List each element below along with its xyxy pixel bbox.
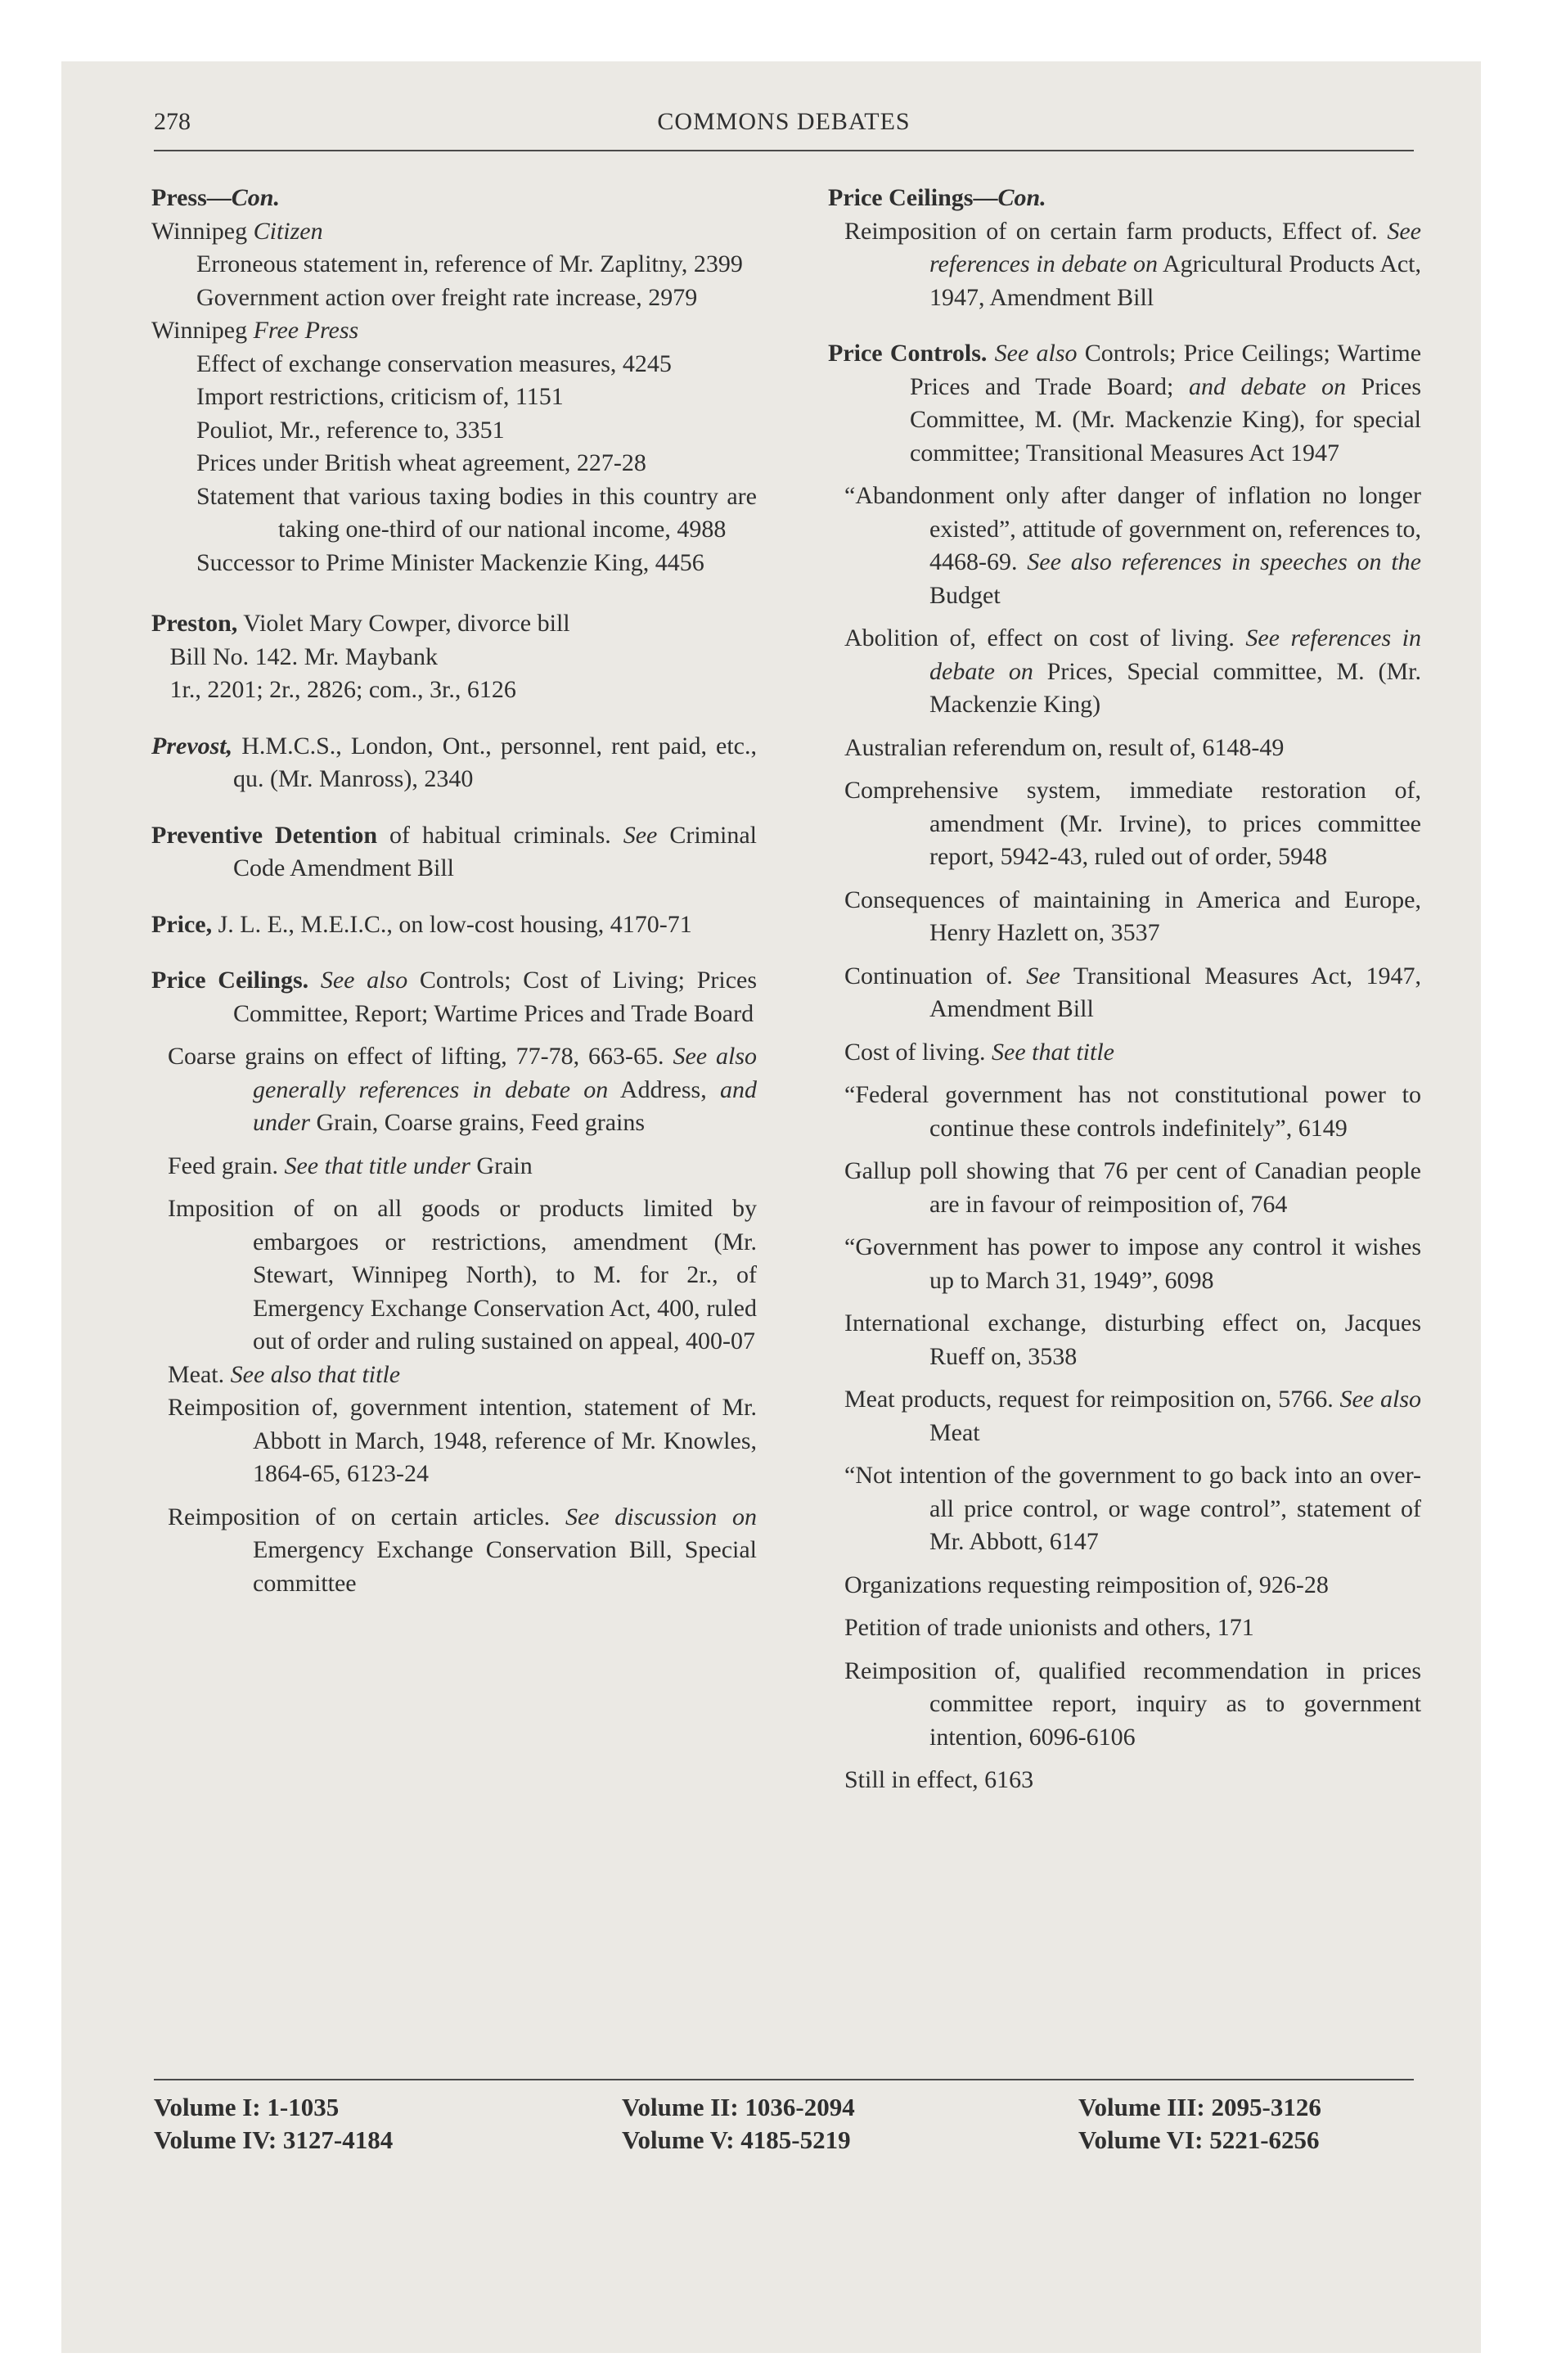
volume-range: Volume III: 2095-3126 <box>1078 2093 1321 2121</box>
index-subentry: Meat. See also that title <box>168 1360 401 1388</box>
index-subentry: Import restrictions, criticism of, 1151 <box>196 383 564 410</box>
index-heading-entry: Preston, Violet Mary Cowper, divorce bill <box>151 610 570 637</box>
index-subentry: “Not intention of the government to go back into an over-all price control, or wage control”, statement of Mr. Abbott, 6147 <box>844 1462 1421 1555</box>
index-subentry: “Federal government has not constitutional power to continue these controls indefinitely”, 6149 <box>844 1081 1421 1142</box>
index-subentry: Winnipeg Citizen <box>151 217 323 245</box>
index-subentry: Continuation of. See Transitional Measures Act, 1947, Amendment Bill <box>844 962 1421 1022</box>
volume-range: Volume V: 4185-5219 <box>622 2125 851 2154</box>
index-subentry: Effect of exchange conservation measures, 4245 <box>196 349 672 377</box>
index-subentry: Consequences of maintaining in America and Europe, Henry Hazlett on, 3537 <box>844 886 1421 946</box>
index-subentry: Abolition of, effect on cost of living. See references in debate on Prices, Special committee, M. (Mr. Mackenzie King) <box>844 624 1421 718</box>
footer-rule <box>154 2079 1414 2080</box>
volume-range: Volume VI: 5221-6256 <box>1078 2125 1320 2154</box>
index-subentry: Winnipeg Free Press <box>151 317 359 344</box>
index-subentry: Bill No. 142. Mr. Maybank <box>151 642 438 670</box>
footer-col-3 <box>1078 2091 1321 2157</box>
index-subentry: Statement that various taxing bodies in this country are taking one-third of our national income, 4988 <box>196 482 757 543</box>
index-heading-entry: Price Controls. See also Controls; Price Ceilings; Wartime Prices and Trade Board; and debate on Prices Committee, M. (Mr. Mackenzie King), for special committee; Transitional Measures Act 1947 <box>828 340 1422 467</box>
volume-range: Volume I: 1-1035 <box>154 2093 340 2121</box>
index-heading-entry: Price Ceilings—Con. <box>828 184 1046 211</box>
index-subentry: Successor to Prime Minister Mackenzie King, 4456 <box>196 548 704 576</box>
page-header <box>154 108 1414 141</box>
index-subentry: 1r., 2201; 2r., 2826; com., 3r., 6126 <box>151 676 516 703</box>
index-subentry: Government action over freight rate increase, 2979 <box>196 283 698 311</box>
index-subentry: Reimposition of on certain articles. See discussion on Emergency Exchange Conservation Bill, Special committee <box>168 1503 757 1597</box>
index-subentry: Reimposition of, qualified recommendation in prices committee report, inquiry as to government intention, 6096-6106 <box>844 1657 1421 1751</box>
index-subentry: Pouliot, Mr., reference to, 3351 <box>196 416 505 444</box>
index-heading-entry: Price Ceilings. See also Controls; Cost of Living; Prices Committee, Report; Wartime Prices and Trade Board <box>151 967 758 1027</box>
index-subentry: International exchange, disturbing effect on, Jacques Rueff on, 3538 <box>844 1309 1421 1370</box>
index-subentry: Reimposition of on certain farm products, Effect of. See references in debate on Agricultural Products Act, 1947, Amendment Bill <box>844 217 1422 311</box>
page-title: COMMONS DEBATES <box>657 108 911 135</box>
volume-range: Volume II: 1036-2094 <box>622 2093 855 2121</box>
index-subentry: Organizations requesting reimposition of, 926-28 <box>844 1571 1329 1598</box>
index-subentry: Petition of trade unionists and others, 171 <box>844 1614 1254 1641</box>
page-number: 278 <box>154 108 191 135</box>
index-subentry: Comprehensive system, immediate restoration of, amendment (Mr. Irvine), to prices committee report, 5942-43, ruled out of order, 5948 <box>844 777 1421 870</box>
index-subentry: Meat products, request for reimposition on, 5766. See also Meat <box>844 1386 1421 1446</box>
right-column <box>828 182 1421 1797</box>
index-heading-entry: Preventive Detention of habitual criminals. See Criminal Code Amendment Bill <box>151 821 758 881</box>
index-subentry: Gallup poll showing that 76 per cent of Canadian people are in favour of reimposition of, 764 <box>844 1157 1421 1218</box>
volume-range: Volume IV: 3127-4184 <box>154 2125 394 2154</box>
left-column <box>151 182 757 1600</box>
index-subentry: Prices under British wheat agreement, 227-28 <box>196 449 646 476</box>
footer-col-2 <box>622 2091 855 2157</box>
index-heading-entry: Press—Con. <box>151 184 280 211</box>
index-subentry: “Government has power to impose any control it wishes up to March 31, 1949”, 6098 <box>844 1233 1421 1294</box>
header-rule <box>154 150 1414 151</box>
index-subentry: Imposition of on all goods or products limited by embargoes or restrictions, amendment (Mr. Stewart, Winnipeg North), to M. for 2r., of Emergency Exchange Conservation Act, 400, ruled out of order and ruling sustained on appeal, 400-07 <box>168 1195 757 1355</box>
index-subentry: “Abandonment only after danger of inflation no longer existed”, attitude of government on, references to, 4468-69. See also references in speeches on the Budget <box>844 482 1421 609</box>
footer-col-1 <box>154 2091 393 2157</box>
index-heading-entry: Price, J. L. E., M.E.I.C., on low-cost housing, 4170-71 <box>151 910 692 938</box>
index-heading-entry: Prevost, H.M.C.S., London, Ont., personnel, rent paid, etc., qu. (Mr. Manross), 2340 <box>151 732 757 792</box>
index-subentry: Coarse grains on effect of lifting, 77-78, 663-65. See also generally references in debate on Address, and under Grain, Coarse grains, Feed grains <box>168 1043 757 1136</box>
index-subentry: Reimposition of, government intention, statement of Mr. Abbott in March, 1948, reference of Mr. Knowles, 1864-65, 6123-24 <box>168 1394 757 1487</box>
index-subentry: Australian referendum on, result of, 6148-49 <box>844 733 1285 761</box>
index-subentry: Still in effect, 6163 <box>844 1766 1034 1793</box>
index-subentry: Feed grain. See that title under Grain <box>168 1152 533 1179</box>
index-subentry: Erroneous statement in, reference of Mr. Zaplitny, 2399 <box>196 250 743 277</box>
index-subentry: Cost of living. See that title <box>844 1038 1114 1066</box>
